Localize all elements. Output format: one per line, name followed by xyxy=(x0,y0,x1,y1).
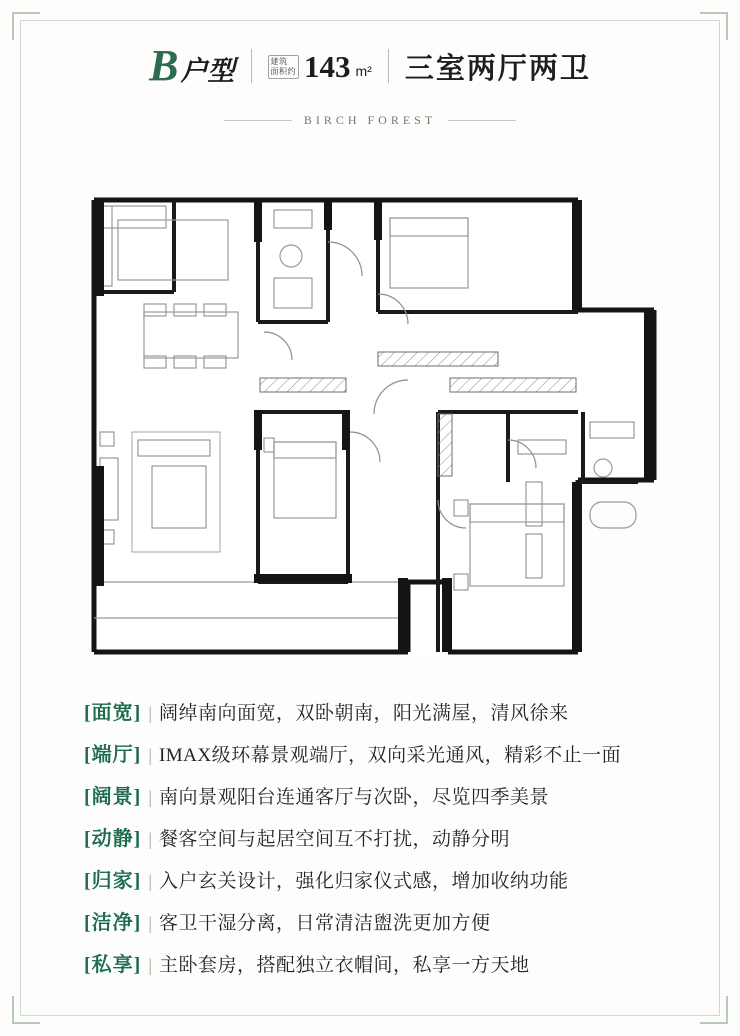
feature-item xyxy=(84,906,674,935)
feature-tag: [归家] xyxy=(84,870,142,892)
area-tag xyxy=(268,55,300,79)
feature-item xyxy=(84,780,674,809)
feature-separator: | xyxy=(148,829,152,849)
feature-text: 阔绰南向面宽，双卧朝南，阳光满屋，清风徐来 xyxy=(158,703,569,724)
floor-plan xyxy=(78,182,662,660)
feature-tag: [动静] xyxy=(84,828,142,850)
project-subtitle: BIRCH FOREST xyxy=(303,113,437,127)
corner-ornament-bottom-left xyxy=(12,996,40,1024)
subtitle-line-right xyxy=(448,120,516,121)
feature-tag: [阔景] xyxy=(84,786,142,808)
feature-tag: [洁净] xyxy=(84,912,142,934)
feature-text: 餐客空间与起居空间互不打扰，动静分明 xyxy=(158,829,510,850)
area-tag-line2: 面积约 xyxy=(270,66,296,76)
feature-text: 主卧套房，搭配独立衣帽间，私享一方天地 xyxy=(158,955,530,976)
area-block xyxy=(268,48,372,84)
feature-list xyxy=(84,696,674,990)
corner-ornament-top-right xyxy=(700,12,728,40)
feature-item xyxy=(84,738,674,767)
feature-separator: | xyxy=(148,913,152,933)
feature-separator: | xyxy=(148,871,152,891)
area-unit: m² xyxy=(355,62,372,79)
layout-summary: 三室两厅两卫 xyxy=(404,52,591,85)
feature-item xyxy=(84,864,674,893)
subtitle-line-left xyxy=(224,120,292,121)
title-divider-1 xyxy=(251,49,252,83)
feature-item xyxy=(84,696,674,725)
corner-ornament-top-left xyxy=(12,12,40,40)
feature-text: IMAX级环幕景观端厅，双向采光通风，精彩不止一面 xyxy=(158,745,622,766)
feature-item xyxy=(84,948,674,977)
feature-tag: [私享] xyxy=(84,954,142,976)
feature-text: 入户玄关设计，强化归家仪式感，增加收纳功能 xyxy=(158,871,569,892)
area-value: 143 xyxy=(304,48,351,84)
feature-text: 南向景观阳台连通客厅与次卧，尽览四季美景 xyxy=(158,787,549,808)
feature-separator: | xyxy=(148,745,152,765)
page-title xyxy=(0,41,740,90)
feature-separator: | xyxy=(148,703,152,723)
subtitle-row xyxy=(0,113,740,128)
feature-text: 客卫干湿分离，日常清洁盥洗更加方便 xyxy=(158,913,491,934)
feature-item xyxy=(84,822,674,851)
feature-separator: | xyxy=(148,955,152,975)
corner-ornament-bottom-right xyxy=(700,996,728,1024)
frame-line-left xyxy=(20,20,21,1016)
unit-type-letter: B xyxy=(149,41,179,90)
frame-line-top xyxy=(20,20,720,21)
feature-tag: [端厅] xyxy=(84,744,142,766)
title-divider-2 xyxy=(388,49,389,83)
frame-line-bottom xyxy=(20,1015,720,1016)
feature-separator: | xyxy=(148,787,152,807)
feature-tag: [面宽] xyxy=(84,702,142,724)
frame-line-right xyxy=(719,20,720,1016)
unit-type-label: 户型 xyxy=(180,56,235,86)
area-tag-line1: 建筑 xyxy=(270,56,288,66)
